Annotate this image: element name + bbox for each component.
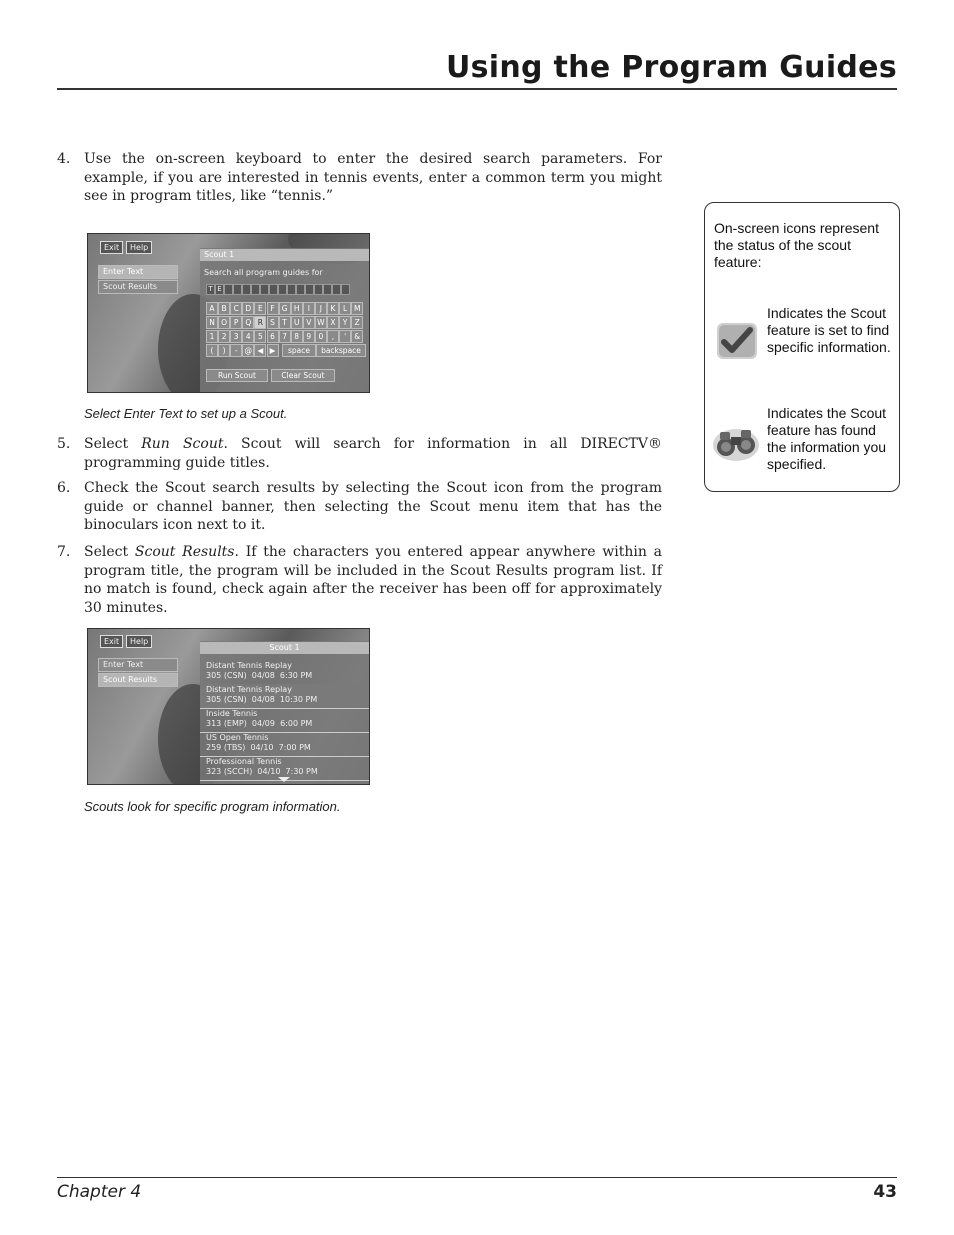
sidebar-intro: On-screen icons represent the status of the scout feature: bbox=[714, 220, 879, 270]
input-cell bbox=[269, 284, 278, 295]
input-cell: T bbox=[206, 284, 215, 295]
key[interactable]: & bbox=[351, 330, 363, 343]
result-row[interactable] bbox=[200, 684, 369, 709]
step-5 bbox=[57, 435, 662, 472]
caption-2: Scouts look for specific program information. bbox=[84, 799, 341, 814]
key[interactable]: 4 bbox=[242, 330, 254, 343]
result-title: Professional Tennis bbox=[206, 757, 282, 766]
menu-label: Scout Results bbox=[103, 282, 158, 291]
panel-title: Scout 1 bbox=[200, 642, 369, 654]
text-part: . Scout will search for information in all DIRECTV® programming guide titles. bbox=[84, 436, 662, 471]
key[interactable]: O bbox=[218, 316, 230, 329]
key[interactable]: I bbox=[303, 302, 315, 315]
text-part: . If the characters you entered appear anywhere within a program title, the program will be included in the Scout Results program list. If no match is found, check again after the receiver has been off for approximately 30 minutes. bbox=[84, 544, 662, 616]
clear-scout-button[interactable]: Clear Scout bbox=[271, 369, 335, 382]
key[interactable]: 7 bbox=[279, 330, 291, 343]
result-info: 323 (SCCH) 04/10 7:30 PM bbox=[206, 767, 318, 776]
exit-button[interactable]: Exit bbox=[100, 241, 123, 254]
key[interactable]: ' bbox=[339, 330, 351, 343]
input-cell bbox=[287, 284, 296, 295]
page-title: Using the Program Guides bbox=[445, 50, 897, 85]
search-prompt: Search all program guides for bbox=[204, 268, 323, 277]
menu-label: Enter Text bbox=[103, 267, 144, 276]
key[interactable]: L bbox=[339, 302, 351, 315]
key[interactable]: Y bbox=[339, 316, 351, 329]
key[interactable]: Z bbox=[351, 316, 363, 329]
caption-1: Select Enter Text to set up a Scout. bbox=[84, 406, 288, 421]
key[interactable]: N bbox=[206, 316, 218, 329]
scout-results-screen bbox=[87, 628, 370, 785]
key[interactable]: A bbox=[206, 302, 218, 315]
key[interactable]: D bbox=[242, 302, 254, 315]
key[interactable]: 9 bbox=[303, 330, 315, 343]
result-info: 313 (EMP) 04/09 6:00 PM bbox=[206, 719, 313, 728]
emphasis: Run Scout bbox=[141, 436, 224, 452]
text-part: Select bbox=[84, 436, 142, 452]
key[interactable]: W bbox=[315, 316, 327, 329]
input-cell bbox=[323, 284, 332, 295]
binoculars-icon bbox=[711, 423, 761, 463]
enter-text-screen bbox=[87, 233, 370, 393]
key[interactable]: 5 bbox=[254, 330, 266, 343]
input-cell bbox=[278, 284, 287, 295]
sidebar-item-checkmark: Indicates the Scout feature is set to find specific information. bbox=[767, 305, 891, 355]
text-part: Select bbox=[84, 544, 135, 560]
input-cell bbox=[314, 284, 323, 295]
result-title: Distant Tennis Replay bbox=[206, 685, 292, 694]
input-cell bbox=[296, 284, 305, 295]
key[interactable]: ▶ bbox=[267, 344, 279, 357]
key[interactable]: @ bbox=[242, 344, 254, 357]
key[interactable]: 3 bbox=[230, 330, 242, 343]
key-backspace[interactable]: backspace bbox=[316, 344, 366, 357]
menu-label: Enter Text bbox=[103, 660, 144, 669]
key[interactable]: H bbox=[291, 302, 303, 315]
panel-title: Scout 1 bbox=[200, 249, 369, 261]
key[interactable]: G bbox=[279, 302, 291, 315]
result-title: Distant Tennis Replay bbox=[206, 661, 292, 670]
key[interactable]: E bbox=[254, 302, 266, 315]
key[interactable]: P bbox=[230, 316, 242, 329]
key[interactable]: M bbox=[351, 302, 363, 315]
menu-enter-text[interactable] bbox=[98, 265, 178, 279]
step-text bbox=[84, 435, 662, 472]
step-6 bbox=[57, 479, 662, 535]
footer-rule bbox=[57, 1177, 897, 1178]
key[interactable]: J bbox=[315, 302, 327, 315]
step-number: 6. bbox=[57, 480, 71, 496]
result-info: 305 (CSN) 04/08 10:30 PM bbox=[206, 695, 318, 704]
menu-label: Scout Results bbox=[103, 675, 158, 684]
input-cell bbox=[332, 284, 341, 295]
result-info: 305 (CSN) 04/08 6:30 PM bbox=[206, 671, 313, 680]
menu-scout-results[interactable] bbox=[98, 673, 178, 687]
key[interactable]: - bbox=[230, 344, 242, 357]
input-cell bbox=[260, 284, 269, 295]
key[interactable]: ◀ bbox=[254, 344, 266, 357]
result-row[interactable] bbox=[200, 732, 369, 757]
key[interactable]: S bbox=[267, 316, 279, 329]
key[interactable]: ) bbox=[218, 344, 230, 357]
input-cell bbox=[341, 284, 350, 295]
step-number: 7. bbox=[57, 544, 71, 560]
help-button[interactable]: Help bbox=[126, 241, 152, 254]
key[interactable]: C bbox=[230, 302, 242, 315]
key[interactable]: V bbox=[303, 316, 315, 329]
step-7 bbox=[57, 543, 662, 617]
header-rule bbox=[57, 88, 897, 90]
emphasis: Scout Results bbox=[134, 544, 235, 560]
input-cell bbox=[242, 284, 251, 295]
key[interactable]: 6 bbox=[267, 330, 279, 343]
input-cell bbox=[305, 284, 314, 295]
exit-button[interactable]: Exit bbox=[100, 635, 123, 648]
result-title: US Open Tennis bbox=[206, 733, 269, 742]
result-title: Inside Tennis bbox=[206, 709, 258, 718]
scout-icons-sidebar bbox=[704, 202, 900, 492]
step-text: Use the on-screen keyboard to enter the desired search parameters. For example, if you are interested in tennis events, enter a common term you might see in program titles, like “tennis.” bbox=[84, 151, 662, 204]
input-cell bbox=[251, 284, 260, 295]
key[interactable]: T bbox=[279, 316, 291, 329]
chapter-label: Chapter 4 bbox=[57, 1182, 142, 1202]
menu-enter-text[interactable] bbox=[98, 658, 178, 672]
key[interactable]: X bbox=[327, 316, 339, 329]
menu-scout-results[interactable] bbox=[98, 280, 178, 294]
key[interactable]: , bbox=[327, 330, 339, 343]
key[interactable]: ( bbox=[206, 344, 218, 357]
key[interactable]: 2 bbox=[218, 330, 230, 343]
key[interactable]: Q bbox=[242, 316, 254, 329]
result-row[interactable] bbox=[200, 708, 369, 733]
key[interactable]: R bbox=[254, 316, 266, 329]
key[interactable]: U bbox=[291, 316, 303, 329]
result-info: 259 (TBS) 04/10 7:00 PM bbox=[206, 743, 311, 752]
input-cell bbox=[233, 284, 242, 295]
key[interactable]: 0 bbox=[315, 330, 327, 343]
run-scout-button[interactable]: Run Scout bbox=[206, 369, 268, 382]
page-number: 43 bbox=[873, 1182, 897, 1202]
step-number: 4. bbox=[57, 151, 71, 167]
input-cell bbox=[224, 284, 233, 295]
key[interactable]: F bbox=[267, 302, 279, 315]
key[interactable]: K bbox=[327, 302, 339, 315]
step-4 bbox=[57, 150, 662, 206]
checkmark-icon bbox=[715, 321, 759, 361]
key-space[interactable]: space bbox=[282, 344, 316, 357]
sidebar-item-binoculars: Indicates the Scout feature has found the information you specified. bbox=[767, 405, 887, 472]
help-button[interactable]: Help bbox=[126, 635, 152, 648]
result-row[interactable] bbox=[200, 660, 369, 685]
key[interactable]: 8 bbox=[291, 330, 303, 343]
step-text bbox=[84, 543, 662, 617]
input-cell: E bbox=[215, 284, 224, 295]
key[interactable]: B bbox=[218, 302, 230, 315]
step-text: Check the Scout search results by selecting the Scout icon from the program guide or channel banner, then selecting the Scout menu item that has the binoculars icon next to it. bbox=[84, 480, 662, 533]
key[interactable]: 1 bbox=[206, 330, 218, 343]
step-number: 5. bbox=[57, 436, 71, 452]
scroll-down-icon[interactable] bbox=[278, 777, 290, 782]
